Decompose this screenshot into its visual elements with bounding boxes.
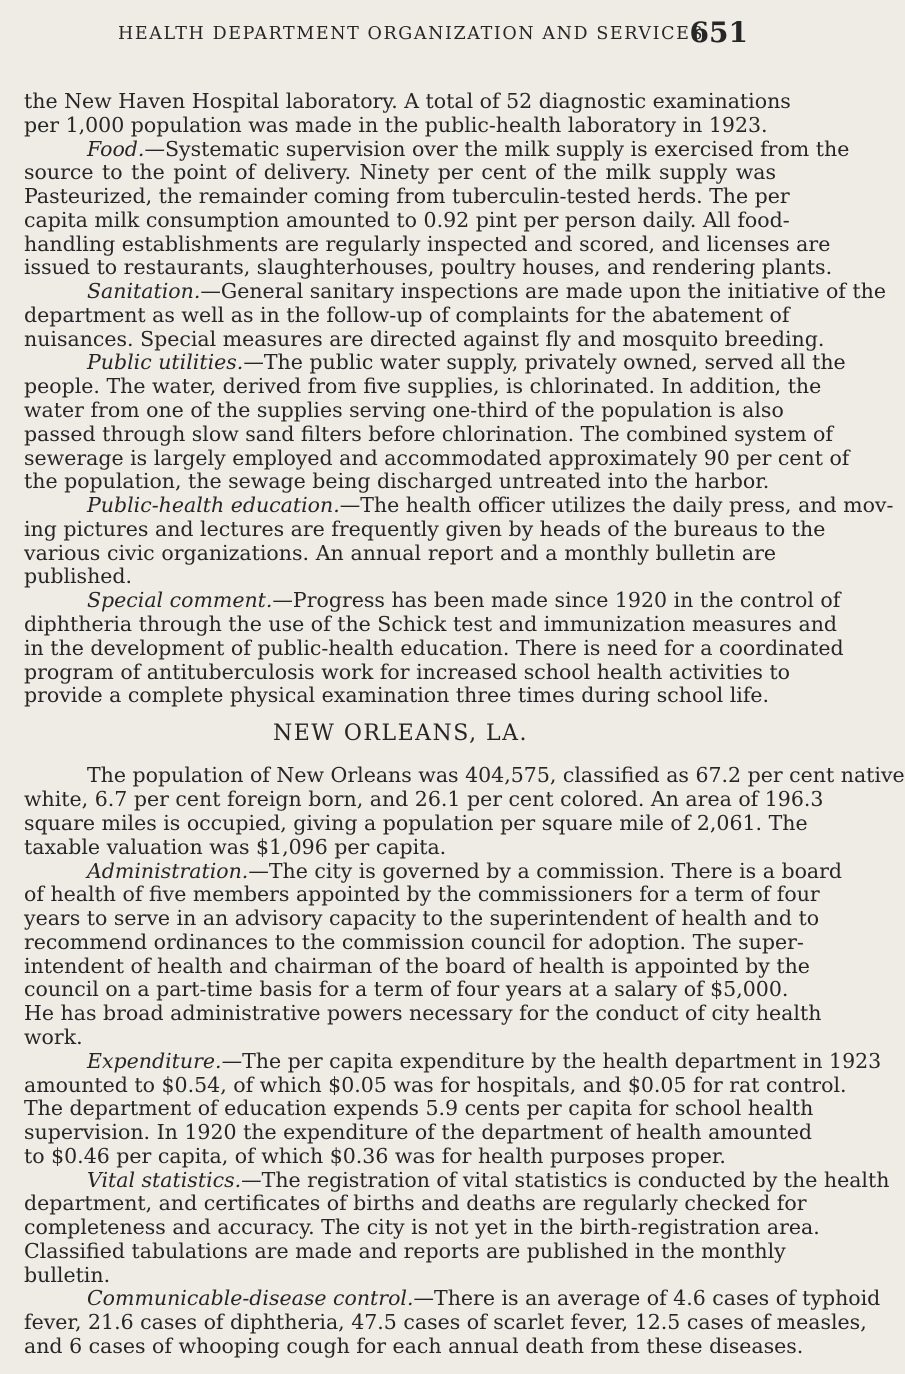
text-line: white, 6.7 per cent foreign born, and 26.1 per cent colored. An area of 196.3 xyxy=(24,787,824,812)
text-line: source to the point of delivery. Ninety per cent of the milk supply was xyxy=(24,160,776,185)
paragraph-heading: Food. xyxy=(87,136,145,161)
text-line: sewerage is largely employed and accommodated approximately 90 per cent of xyxy=(24,445,850,470)
text-line: nuisances. Special measures are directed against fly and mosquito breeding. xyxy=(24,326,825,351)
text-line: He has broad administrative powers necessary for the conduct of city health xyxy=(24,1001,822,1026)
text-line: ing pictures and lectures are frequently given by heads of the bureaus to the xyxy=(24,516,826,541)
text-line: council on a part-time basis for a term of four years at a salary of $5,000. xyxy=(24,977,789,1002)
text-line: bulletin. xyxy=(24,1262,111,1287)
text-line: Public-health education.—The health officer utilizes the daily press, and mov- xyxy=(87,493,894,518)
text-line: diphtheria through the use of the Schick test and immunization measures and xyxy=(24,611,838,636)
text-line: intendent of health and chairman of the board of health is appointed by the xyxy=(24,953,810,978)
page-number: 651 xyxy=(689,16,748,49)
paragraph-heading: Special comment. xyxy=(87,588,273,613)
text-line: amounted to $0.54, of which $0.05 was for hospitals, and $0.05 for rat control. xyxy=(24,1072,847,1097)
text-line: Administration.—The city is governed by a commission. There is a board xyxy=(87,858,843,883)
text-line: Expenditure.—The per capita expenditure by the health department in 1923 xyxy=(87,1048,882,1073)
text-line: in the development of public-health education. There is need for a coordinated xyxy=(24,635,844,660)
text-line: square miles is occupied, giving a population per square mile of 2,061. The xyxy=(24,811,808,836)
text-line: taxable valuation was $1,096 per capita. xyxy=(24,834,447,859)
text-line: handling establishments are regularly inspected and scored, and licenses are xyxy=(24,231,831,256)
text-line: issued to restaurants, slaughterhouses, poultry houses, and rendering plants. xyxy=(24,255,833,280)
paragraph-heading: Public utilities. xyxy=(87,350,244,375)
text-line: Vital statistics.—The registration of vital statistics is conducted by the health xyxy=(87,1167,890,1192)
section-heading: NEW ORLEANS, LA. xyxy=(272,720,529,746)
text-line: people. The water, derived from five supplies, is chlorinated. In addition, the xyxy=(24,374,822,399)
text-line: supervision. In 1920 the expenditure of the department of health amounted xyxy=(24,1120,812,1145)
text-line: capita milk consumption amounted to 0.92 pint per person daily. All food- xyxy=(24,207,790,232)
text-line: work. xyxy=(24,1024,83,1049)
text-line: The department of education expends 5.9 cents per capita for school health xyxy=(24,1096,814,1121)
text-line: department as well as in the follow-up of complaints for the abatement of xyxy=(24,302,790,327)
text-line: passed through slow sand filters before chlorination. The combined system of xyxy=(24,421,833,446)
text-line: program of antituberculosis work for increased school health activities to xyxy=(24,659,790,684)
text-line: years to serve in an advisory capacity to the superintendent of health and to xyxy=(24,906,820,931)
text-line: Classified tabulations are made and reports are published in the monthly xyxy=(24,1238,786,1263)
paragraph-heading: Sanitation. xyxy=(87,279,201,304)
paragraph-heading: Administration. xyxy=(87,858,249,883)
text-line: water from one of the supplies serving one-third of the population is also xyxy=(24,398,784,423)
text-line: to $0.46 per capita, of which $0.36 was for health purposes proper. xyxy=(24,1143,726,1168)
text-line: provide a complete physical examination three times during school life. xyxy=(24,683,770,708)
text-line: department, and certificates of births and deaths are regularly checked for xyxy=(24,1191,807,1216)
text-line: Sanitation.—General sanitary inspections are made upon the initiative of the xyxy=(87,279,886,304)
text-line: the New Haven Hospital laboratory. A total of 52 diagnostic examinations xyxy=(24,89,791,113)
paragraph-heading: Public-health education. xyxy=(87,493,340,518)
text-line: The population of New Orleans was 404,575, classified as 67.2 per cent native xyxy=(87,763,905,788)
text-line: Communicable-disease control.—There is an average of 4.6 cases of typhoid xyxy=(87,1286,881,1311)
text-line: Food.—Systematic supervision over the milk supply is exercised from the xyxy=(87,136,850,161)
text-line: published. xyxy=(24,564,133,589)
text-line: fever, 21.6 cases of diphtheria, 47.5 cases of scarlet fever, 12.5 cases of measles, xyxy=(24,1310,867,1335)
paragraph-heading: Expenditure. xyxy=(87,1048,222,1073)
paragraph-heading: Communicable-disease control. xyxy=(87,1286,414,1311)
text-line: Special comment.—Progress has been made since 1920 in the control of xyxy=(87,588,841,613)
text-line: Public utilities.—The public water supply, privately owned, served all the xyxy=(87,350,846,375)
running-header xyxy=(118,16,748,50)
text-line: of health of five members appointed by the commissioners for a term of four xyxy=(24,882,820,907)
text-line: various civic organizations. An annual report and a monthly bulletin are xyxy=(24,540,776,565)
text-line: per 1,000 population was made in the public-health laboratory in 1923. xyxy=(24,112,768,137)
text-line: Pasteurized, the remainder coming from tuberculin-tested herds. The per xyxy=(24,184,790,209)
text-line: recommend ordinances to the commission council for adoption. The super- xyxy=(24,929,804,954)
text-line: and 6 cases of whooping cough for each annual death from these diseases. xyxy=(24,1334,804,1358)
text-line: the population, the sewage being discharged untreated into the harbor. xyxy=(24,469,770,494)
running-title: HEALTH DEPARTMENT ORGANIZATION AND SERVICES xyxy=(118,24,705,44)
paragraph-heading: Vital statistics. xyxy=(87,1167,242,1192)
text-line: completeness and accuracy. The city is not yet in the birth-registration area. xyxy=(24,1215,820,1240)
